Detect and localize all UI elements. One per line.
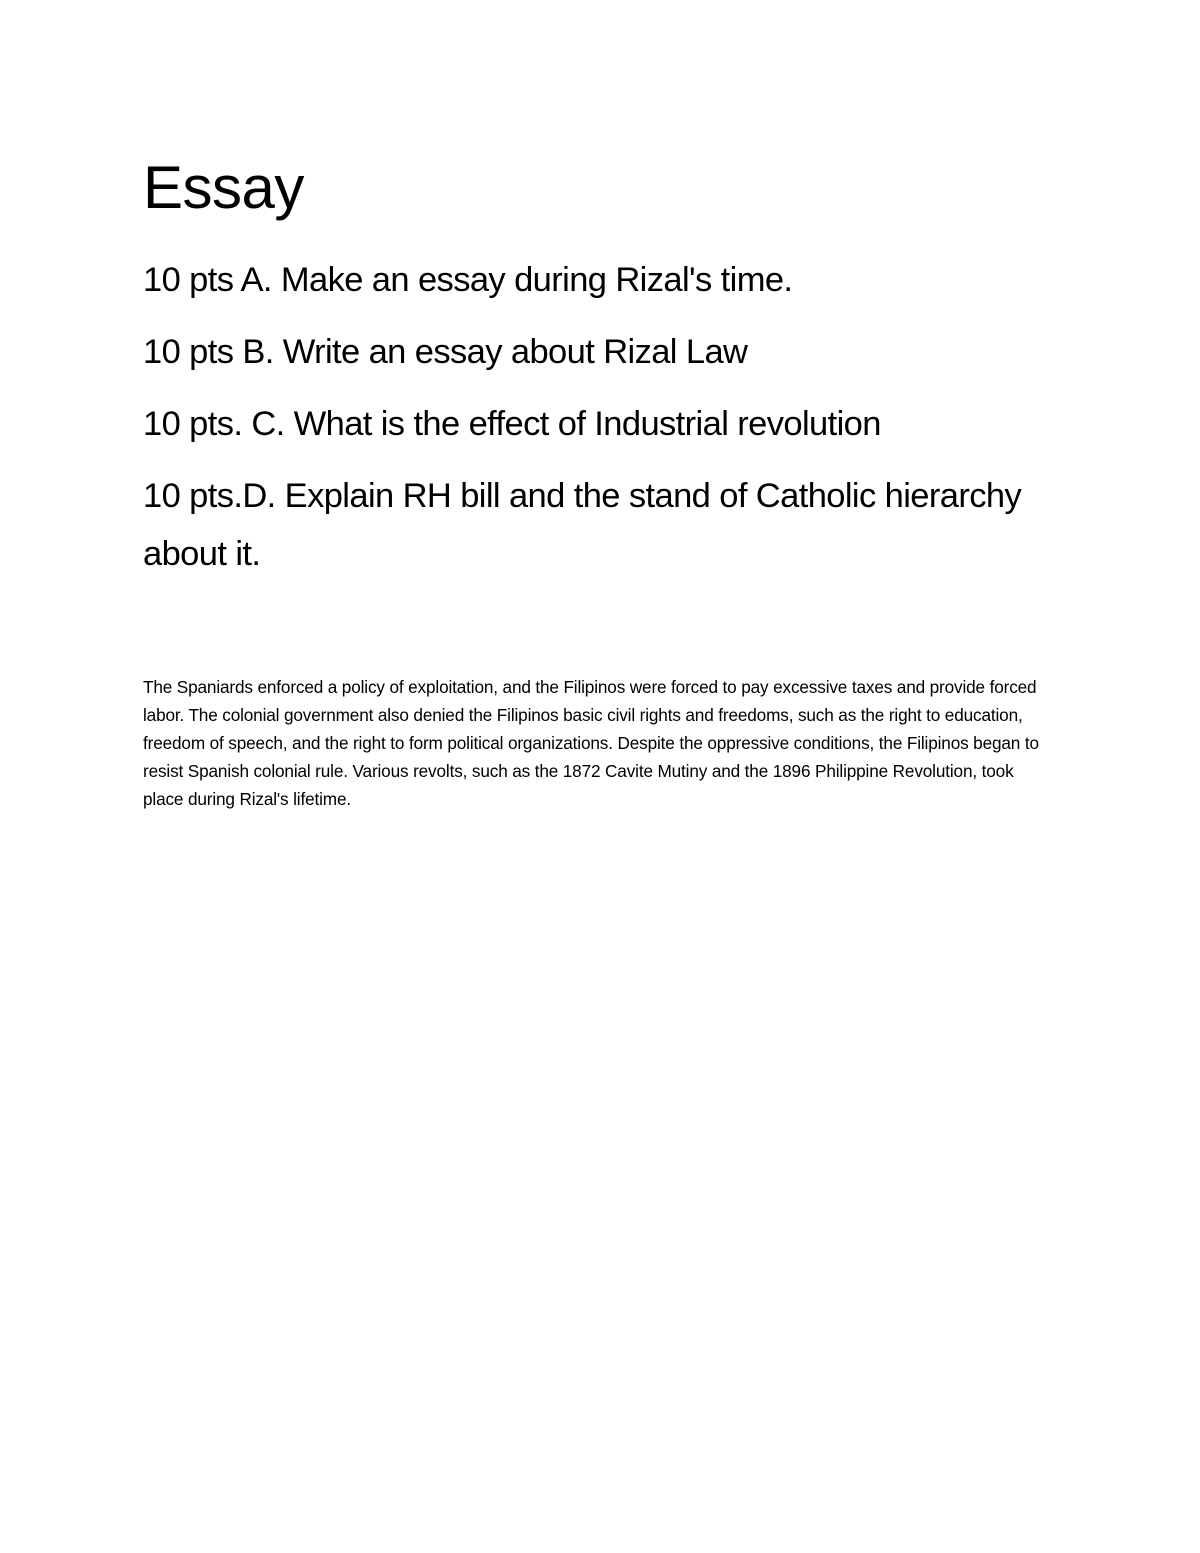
essay-paragraph: The Spaniards enforced a policy of exploitation, and the Filipinos were forced to pay excessive taxes and provide forced labor. The colonial government also denied the Filipinos basic civil rights and freedoms, such as the right to education, freedom of speech, and the right to form political organizations. Despite the oppressive conditions, the Filipinos began to resist Spanish colonial rule. Various revolts, such as the 1872 Cavite Mutiny and the 1896 Philippine Revolution, took place during Rizal's lifetime. [143, 677, 1039, 809]
question-d: 10 pts.D. Explain RH bill and the stand of Catholic hierarchy about it. [143, 477, 1022, 573]
question-a: 10 pts A. Make an essay during Rizal's time. [143, 261, 793, 299]
page-title: Essay [143, 154, 304, 221]
document-content [143, 150, 1073, 813]
question-b: 10 pts B. Write an essay about Rizal Law [143, 333, 748, 371]
question-list [143, 251, 1073, 583]
question-c: 10 pts. C. What is the effect of Industrial revolution [143, 405, 881, 443]
